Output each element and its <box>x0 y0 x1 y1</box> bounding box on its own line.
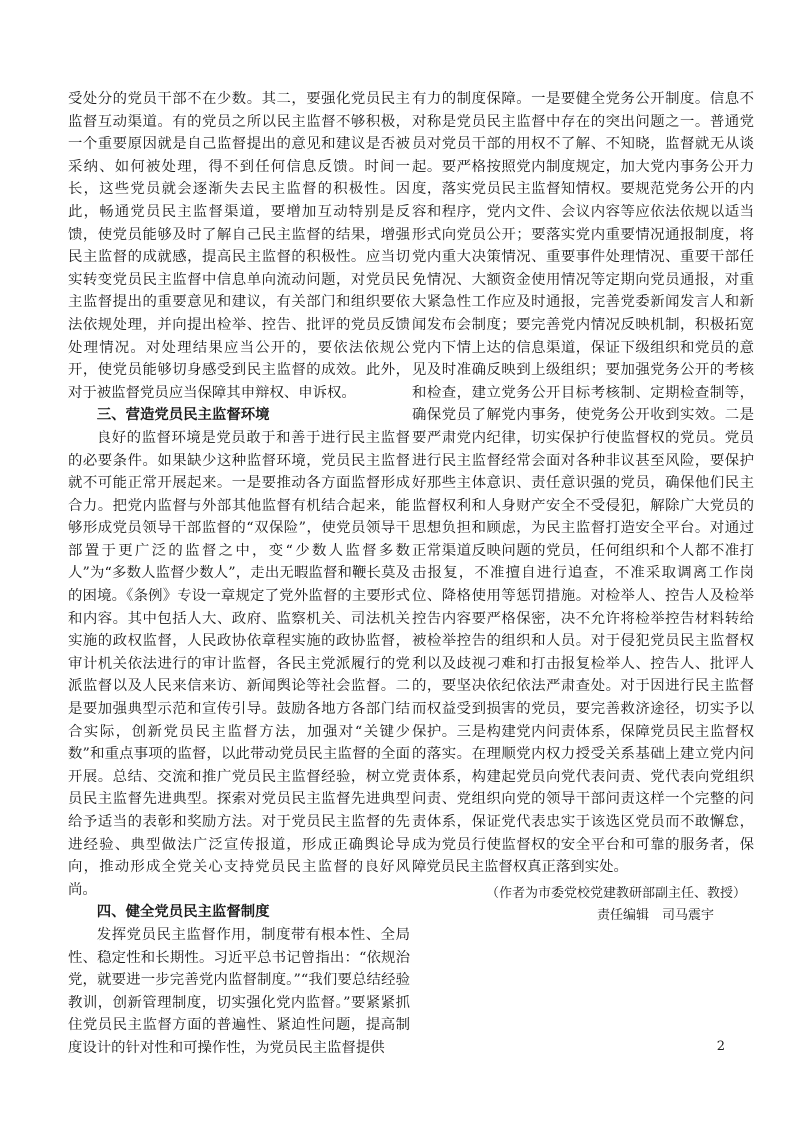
page-number: 2 <box>716 1039 725 1054</box>
paragraph: 有力的制度保障。一是要健全党务公开制度。信息不对称是党员民主监督中存在的突出问题之一。普通党员对党员干部的用权不了解、不知晓，监督就无从谈起。要严格按照党内制度规定，加大党内事务公开力度，落实党员民主监督知情权。要规范党务公开的内容和程序，党内文件、会议内容等应依法依规以适当形式向党员公开；要落实党内重要情况通报制度，将党内重大决策情况、重要事件处理情况、重要干部任免情况、大额资金使用情况等定期向党员通报，对重大紧急性工作应及时通报，完善党委新闻发言人和新闻发布会制度；要完善党内情况反映机制，积极拓宽党内下情上达的信息渠道，保证下级组织和党员的意见及时准确反映到上级组织；要加强党务公开的考核和检查，建立党务公开目标考核制、定期检查制等，确保党员了解党内事务，使党务公开收到实效。二是要严肃党内纪律，切实保护行使监督权的党员。党员进行民主监督经常会面对各种非议甚至风险，要保护好那些主体意识、责任意识强的党员，确保他们民主监督权利和人身财产安全不受侵犯，解除广大党员的思想负担和顾虑，为民主监督打造安全平台。对通过正常渠道反映问题的党员，任何组织和个人都不准打击报复，不准擅自进行追查，不准采取调离工作岗位、降格使用等惩罚措施。对检举人、控告人及检举控告内容要严格保密，决不允许将检举控告材料转给被检举控告的组织和人员。对于侵犯党员民主监督权利以及歧视刁难和打击报复检举人、控告人、批评人的，要坚决依纪依法严肃查处。对于因进行民主监督而权益受到损害的党员，要完善救济途径，切实予以保护。三是构建党内问责体系，保障党员民主监督权的落实。在理顺党内权力授受关系基础上建立党内问责体系，构建起党员向党代表问责、党代表向党组织问责、党组织向党的领导干部问责这样一个完整的问责体系，保证党代表忠实于该选区党员而不敢懈怠，成为党员行使监督权的安全平台和可靠的服务者，保障党员民主监督权真正落到实处。 <box>412 91 754 876</box>
section-heading-3: 三、营造党员民主监督环境 <box>96 407 270 424</box>
right-column <box>412 88 754 924</box>
section-heading-4: 四、健全党员民主监督制度 <box>96 904 270 921</box>
paragraph: 受处分的党员干部不在少数。其二，要强化党员民主监督互动渠道。有的党员之所以民主监督不够积极，一个重要原因就是自己监督提出的意见和建议是否被采纳、如何被处理，得不到任何信息反馈。时间一长，这些党员就会逐渐失去民主监督的积极性。因此，畅通党员民主监督渠道，要增加互动特别是反馈，使党员能够及时了解自己民主监督的结果，增强民主监督的成就感，提高民主监督的积极性。应当切实转变党员民主监督中信息单向流动问题，对党员民主监督提出的重要意见和建议，有关部门和组织要依法依规处理，并向提出检举、控告、批评的党员反馈处理情况。对处理结果应当公开的，要依法依规公开，使党员能够切身感受到民主监督的成效。此外，对于被监督党员应当保障其申辩权、申诉权。 <box>68 91 410 401</box>
left-column <box>68 88 410 1056</box>
author-note: （作者为市委党校党建教研部副主任、教授） <box>485 885 746 901</box>
paragraph: 良好的监督环境是党员敢于和善于进行民主监督的必要条件。如果缺少这种监督环境，党员民主监督就不可能正常开展起来。一是要推动各方面监督形成合力。把党内监督与外部其他监督有机结合起来，能够形成党员领导干部监督的“双保险”，使党员领导干部置于更广泛的监督之中，变“少数人监督多数人”为“多数人监督少数人”，走出无暇监督和鞭长莫及的困境。《条例》专设一章规定了党外监督的主要形式和内容。其中包括人大、政府、监察机关、司法机关实施的政权监督，人民政协依章程实施的政协监督，审计机关依法进行的审计监督，各民主党派履行的党派监督以及人民来信来访、新闻舆论等社会监督。二是要加强典型示范和宣传引导。鼓励各地方各部门结合实际，创新党员民主监督方法，加强对“关键少数”和重点事项的监督，以此带动党员民主监督的全面开展。总结、交流和推广党员民主监督经验，树立党员民主监督先进典型。探索对党员民主监督先进典型给予适当的表彰和奖励方法。对于党员民主监督的先进经验、典型做法广泛宣传报道，形成正确舆论导向，推动形成全党关心支持党员民主监督的良好风尚。 <box>68 429 410 898</box>
paragraph: 发挥党员民主监督作用，制度带有根本性、全局性、稳定性和长期性。习近平总书记曾指出：“依规治党，就要进一步完善党内监督制度。”“我们要总结经验教训，创新管理制度，切实强化党内监督。”要紧紧抓住党员民主监督方面的普遍性、紧迫性问题，提高制度设计的针对性和可操作性，为党员民主监督提供 <box>68 926 410 1056</box>
editor-credit: 责任编辑 司马震宇 <box>596 908 714 924</box>
